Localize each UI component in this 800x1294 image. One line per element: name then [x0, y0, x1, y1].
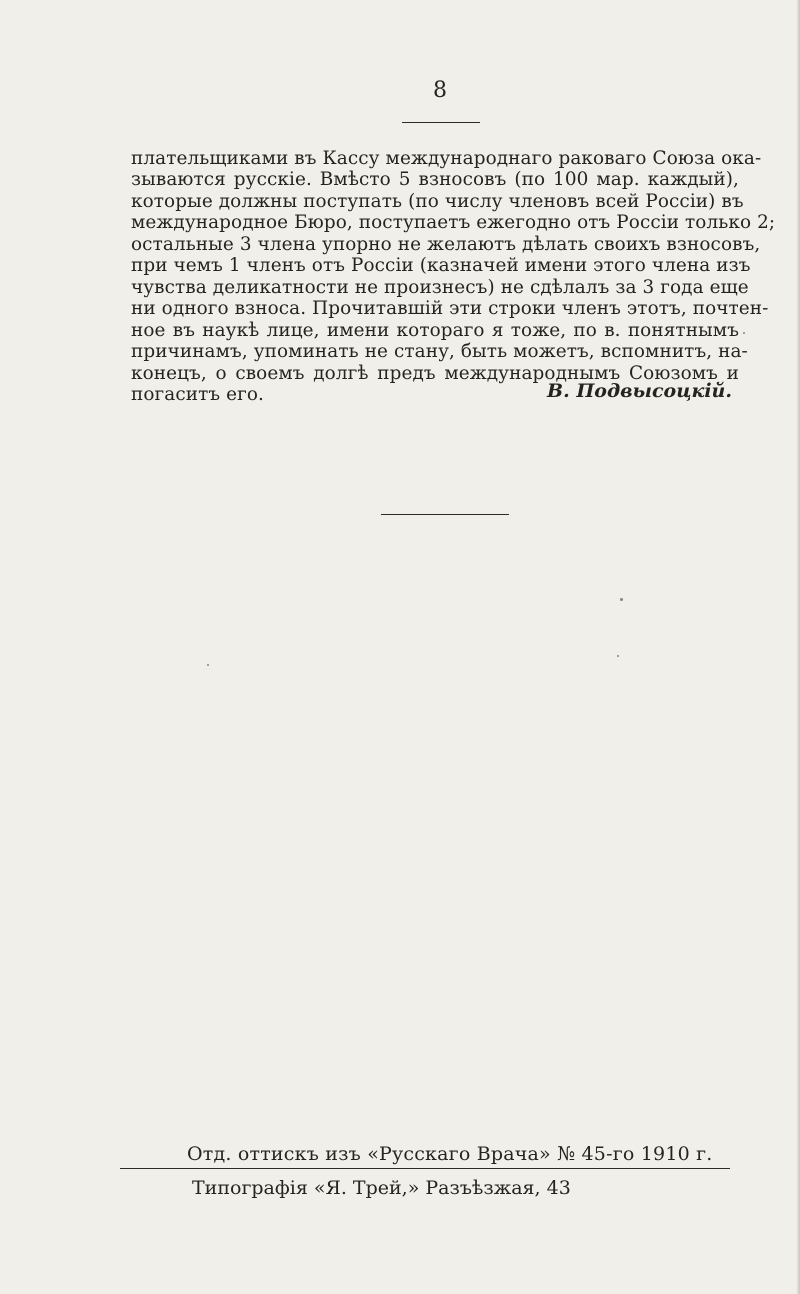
header-rule	[402, 122, 480, 123]
body-line: ни одного взноса. Прочитавшій эти строки членъ этотъ, почтен-	[131, 298, 769, 320]
body-line: ное въ наукѣ лице, имени котораго я тоже, по в. понятнымъ	[131, 319, 739, 341]
section-divider	[381, 514, 509, 515]
body-line: зываются русскіе. Вмѣсто 5 взносовъ (по 100 мар. каждый),	[131, 169, 739, 191]
body-line: которые должны поступать (по числу членовъ всей Россіи) въ	[131, 190, 744, 212]
offprint-note: Отд. оттискъ изъ «Русскаго Врача» № 45-го 1910 г.	[187, 1143, 713, 1165]
paper-speck	[617, 655, 619, 657]
body-line: чувства деликатности не произнесъ) не сдѣлалъ за 3 года еще	[131, 276, 749, 298]
page-number: 8	[433, 78, 447, 103]
paper-speck	[620, 598, 623, 601]
body-line: погаситъ его.	[131, 383, 264, 405]
body-line: международное Бюро, поступаетъ ежегодно отъ Россіи только 2;	[131, 212, 776, 234]
body-line: плательщиками въ Кассу международнаго раковаго Союза ока-	[131, 148, 762, 169]
body-line: остальные 3 члена упорно не желаютъ дѣлать своихъ взносовъ,	[131, 233, 761, 255]
body-paragraph	[131, 148, 776, 405]
body-line: конецъ, о своемъ долгѣ предъ международнымъ Союзомъ и	[131, 362, 739, 384]
body-line: при чемъ 1 членъ отъ Россіи (казначей имени этого члена изъ	[131, 255, 751, 277]
paper-speck	[207, 664, 209, 666]
author-signature: В. Подвысоцкій.	[547, 380, 732, 402]
paper-speck	[743, 332, 745, 334]
body-line: причинамъ, упоминать не стану, быть можетъ, вспомнитъ, на-	[131, 341, 748, 363]
page-edge-shadow	[796, 0, 800, 1294]
printer-line: Типографія «Я. Трей,» Разъѣзжая, 43	[192, 1177, 571, 1199]
imprint-rule	[120, 1168, 730, 1169]
